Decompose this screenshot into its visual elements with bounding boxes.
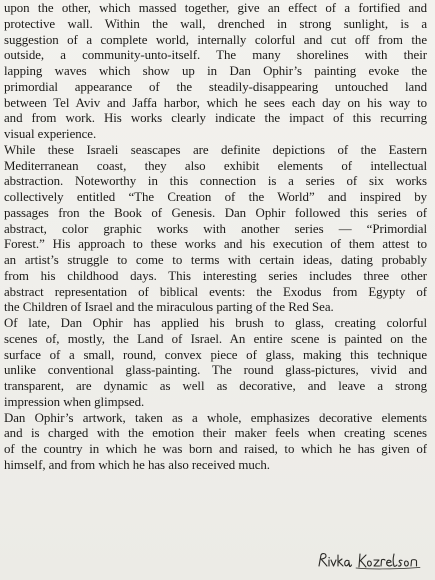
text-line: and from work. His works clearly indicate the impact of this recurring [4, 111, 427, 126]
paragraph-2 [4, 143, 427, 316]
text-line: impression when glimpsed. [4, 394, 145, 409]
text-line: visual experience. [4, 127, 97, 141]
text-line: the Children of Israel and the miraculous parting of the Red Sea. [4, 300, 334, 315]
text-line: unlike conventional glass-painting. The round glass-pictures, vivid and [4, 363, 427, 378]
text-line: abstract, color graphic works with another series — “Primordial [4, 221, 427, 236]
text-line: and is charged with the emotion their maker feels when creating scenes [4, 426, 427, 441]
text-line: primordial appearance of the steadily-disappearing untouched land [4, 79, 427, 94]
text-line: passages fron the Book of Genesis. Dan Ophir followed this series of [4, 205, 427, 220]
text-line: of the country in which he was born and raised, to which he has given of [4, 442, 427, 456]
text-line: himself, and from which he has also received much. [4, 457, 270, 472]
text-line: transparent, are dynamic as well as decorative, and leave a strong [4, 379, 427, 393]
text-line: collectively entitled “The Creation of the World” and inspired by [4, 190, 427, 204]
text-line: abstract representation of biblical events: the Exodus from Egypty of [4, 284, 427, 299]
text-line: Of late, Dan Ophir has applied his brush to glass, creating colorful [4, 316, 427, 330]
text-line: Forest.” His approach to these works and his execution of them attest to [4, 237, 427, 252]
text-line: surface of a small, round, convex piece of glass, making this technique [4, 347, 427, 362]
text-line: Dan Ophir’s artwork, taken as a whole, emphasizes decorative elements [4, 410, 427, 425]
text-line: suggestion of a complete world, internally colorful and cut off from the [4, 32, 427, 47]
text-line: scenes of, mostly, the Land of Israel. An entire scene is painted on the [4, 331, 427, 346]
text-line: protective wall. Within the wall, drenched in strong sunlight, is a [4, 16, 427, 31]
text-line: from his childhood days. This interesting series includes three other [4, 268, 427, 283]
article-body [4, 1, 427, 474]
text-line: an artist’s struggle to come to terms with certain ideas, dating probably [4, 253, 427, 267]
text-line: While these Israeli seascapes are definite depictions of the Eastern [4, 142, 427, 157]
text-line: lapping waves which show up in Dan Ophir’s painting evoke the [4, 64, 427, 78]
text-line: Mediterranean coast, they also exhibit elements of intellectual [4, 158, 427, 173]
paragraph-3 [4, 316, 427, 411]
paragraph-1 [4, 1, 427, 143]
paragraph-4 [4, 411, 427, 474]
handwritten-signature [316, 548, 426, 572]
text-line: outside, a community-unto-itself. The many shorelines with their [4, 48, 427, 63]
text-line: abstraction. Noteworthy in this connection is a series of six works [4, 174, 427, 189]
text-line: between Tel Aviv and Jaffa harbor, which he sees each day on his way to [4, 95, 427, 110]
text-line: upon the other, which massed together, give an effect of a fortified and [4, 1, 427, 15]
